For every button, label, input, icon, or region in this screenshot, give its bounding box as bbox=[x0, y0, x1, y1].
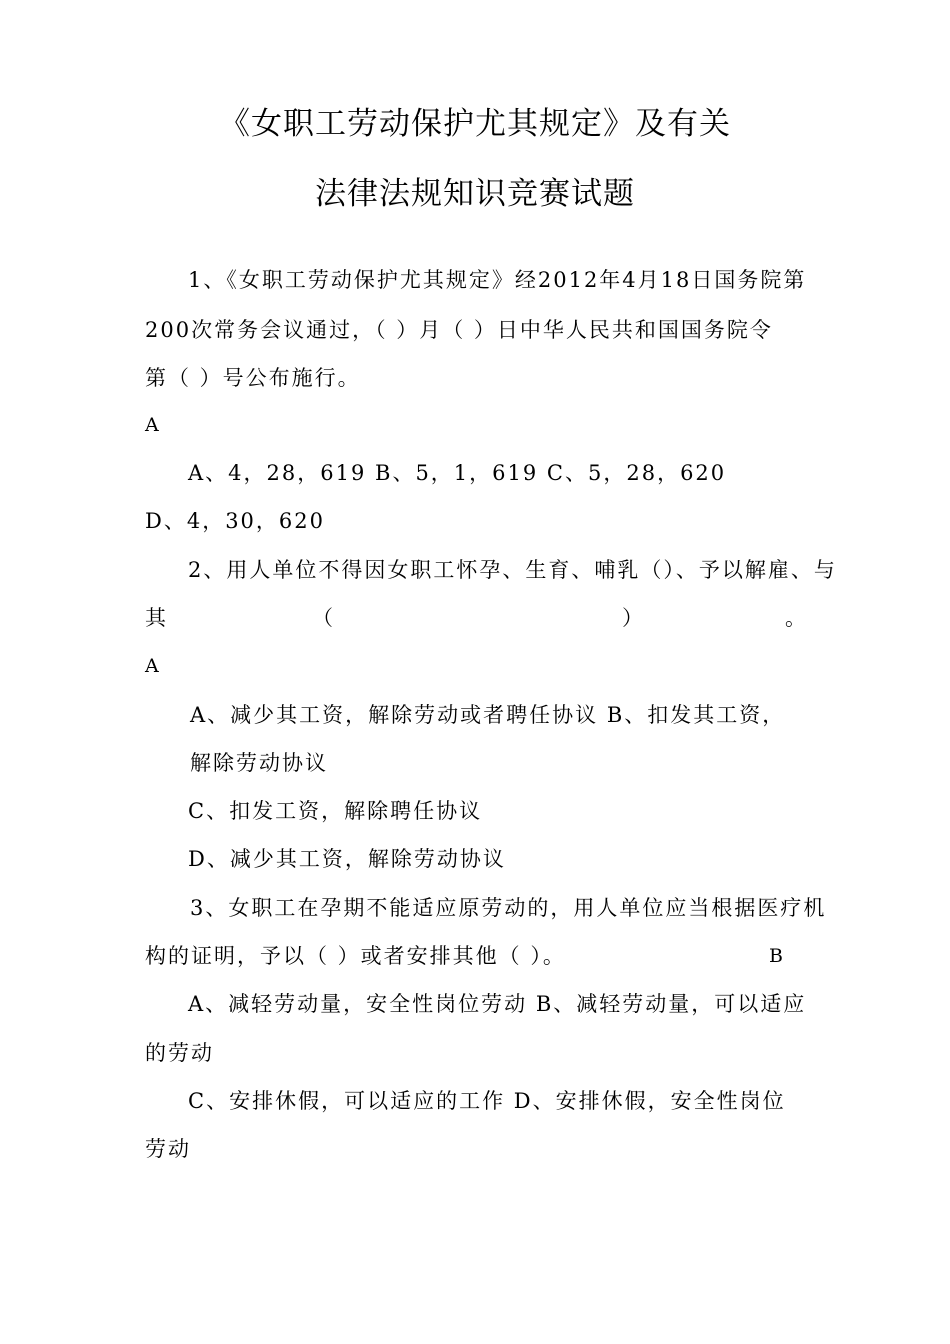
question-3-options-line2: 的劳动 bbox=[145, 1041, 214, 1065]
question-1-stem-line2: 200次常务会议通过，（ ）月（ ）日中华人民共和国国务院令 bbox=[145, 318, 773, 342]
question-2-options-line1: A、减少其工资，解除劳动或者聘任协议 B、扣发其工资， bbox=[190, 703, 786, 727]
question-1-options-line1: A、4，28，619 B、5，1，619 C、5，28，620 bbox=[188, 461, 727, 485]
question-3-answer: B bbox=[769, 945, 783, 967]
question-3-stem-line2: 构的证明，予以（ ）或者安排其他（ ）。 bbox=[145, 944, 566, 968]
question-2-stem-line2-start: 其 bbox=[145, 606, 168, 630]
document-title-line2: 法律法规知识竞赛试题 bbox=[315, 176, 635, 212]
question-3-options-line3: C、安排休假，可以适应的工作 D、安排休假，安全性岗位 bbox=[188, 1089, 786, 1113]
question-2-stem-end: 。 bbox=[785, 606, 808, 630]
question-2-options-line3: C、扣发工资，解除聘任协议 bbox=[188, 799, 483, 823]
question-3-stem-line1: 3、女职工在孕期不能适应原劳动的，用人单位应当根据医疗机 bbox=[190, 896, 827, 920]
question-2-answer: A bbox=[145, 655, 159, 677]
question-2-options-line2: 解除劳动协议 bbox=[190, 751, 328, 775]
document-title-line1: 《女职工劳动保护尤其规定》及有关 bbox=[219, 106, 731, 142]
question-3-options-line4: 劳动 bbox=[145, 1137, 191, 1161]
question-2-blank-close: ） bbox=[622, 606, 645, 630]
question-3-options-line1: A、减轻劳动量，安全性岗位劳动 B、减轻劳动量，可以适应 bbox=[188, 992, 807, 1016]
question-2-blank-open: （ bbox=[312, 606, 335, 630]
question-1-answer: A bbox=[145, 414, 159, 436]
question-1-options-line2: D、4，30，620 bbox=[145, 509, 326, 533]
question-2-options-line4: D、减少其工资，解除劳动协议 bbox=[188, 847, 506, 871]
question-2-stem-line1: 2、用人单位不得因女职工怀孕、生育、哺乳（）、予以解雇、与 bbox=[188, 558, 837, 582]
question-1-stem-line1: 1、《女职工劳动保护尤其规定》经2012年4月18日国务院第 bbox=[188, 268, 807, 292]
question-1-stem-line3: 第（ ）号公布施行。 bbox=[145, 366, 361, 390]
